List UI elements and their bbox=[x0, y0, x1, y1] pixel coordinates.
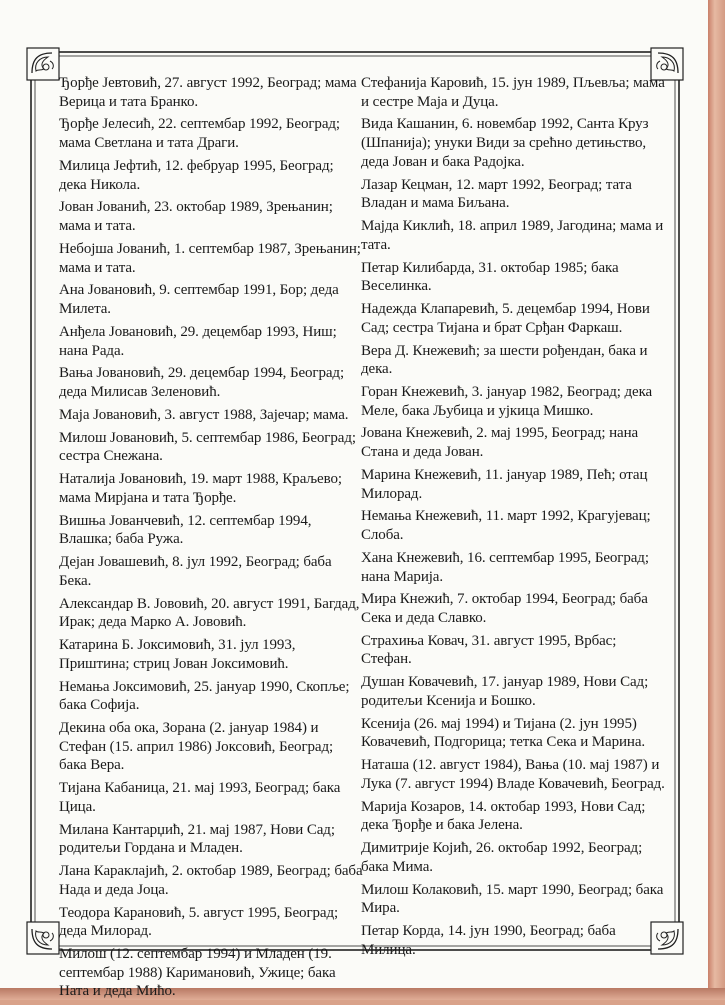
dedication-entry: Петар Корда, 14. јун 1990, Београд; баба Милица. bbox=[361, 923, 616, 958]
page-edge bbox=[708, 0, 725, 1000]
dedication-entry: Лана Караклајић, 2. октобар 1989, Београд; баба Нада и деда Јоца. bbox=[59, 863, 363, 898]
dedication-entry: Милана Кантарџић, 21. мај 1987, Нови Сад; родитељи Гордана и Младен. bbox=[59, 821, 335, 857]
dedication-entry: Наташа (12. август 1984), Вања (10. мај 1987) и Лука (7. август 1994) Владе Ковачевић, Београд. bbox=[361, 757, 665, 792]
dedication-entry: Милош Колаковић, 15. март 1990, Београд; бака Мира. bbox=[361, 881, 664, 917]
dedication-entry: Димитрије Којић, 26. октобар 1992, Београд; бака Мима. bbox=[361, 840, 643, 875]
dedication-entry: Небојша Јованић, 1. септембар 1987, Зрењанин; мама и тата. bbox=[59, 240, 361, 276]
dedication-entry: Ксенија (26. мај 1994) и Тијана (2. јун 1995) Ковачевић, Подгорица; тетка Сека и Марина. bbox=[361, 715, 646, 751]
dedication-entry: Горан Кнежевић, 3. јануар 1982, Београд; дека Меле, бака Љубица и ујкица Мишко. bbox=[361, 383, 653, 419]
dedication-entry: Декина оба ока, Зорана (2. јануар 1984) и Стефан (15. април 1986) Јоксовић, Београд; бака Вера. bbox=[59, 720, 334, 774]
dedication-entry: Александар В. Јововић, 20. август 1991, Багдад, Ирак; деда Марко А. Јововић. bbox=[59, 595, 360, 631]
dedication-entry: Вера Д. Кнежевић; за шести рођендан, бака и дека. bbox=[361, 342, 648, 378]
left-column bbox=[59, 74, 364, 1005]
dedication-entry: Ђорђе Јелесић, 22. септембар 1992, Београд; мама Светлана и тата Драги. bbox=[59, 116, 340, 152]
dedication-entry: Хана Кнежевић, 16. септембар 1995, Београд; нана Марија. bbox=[361, 549, 649, 585]
dedication-entry: Мира Кнежић, 7. октобар 1994, Београд; баба Сека и деда Славко. bbox=[361, 591, 648, 626]
dedication-entry: Маја Јовановић, 3. август 1988, Зајечар; мама. bbox=[59, 406, 349, 423]
dedication-entry: Немања Кнежевић, 11. март 1992, Крагујевац; Слоба. bbox=[361, 508, 651, 544]
dedication-entry: Ана Јовановић, 9. септембар 1991, Бор; деда Милета. bbox=[59, 282, 339, 318]
dedication-entry: Милош (12. септембар 1994) и Младен (19. септембар 1988) Каримановић, Ужице; бака Ната и деда Мићо. bbox=[59, 946, 336, 1000]
dedication-entry: Анђела Јовановић, 29. децембар 1993, Ниш; нана Рада. bbox=[59, 323, 337, 359]
dedication-entry: Тијана Кабаница, 21. мај 1993, Београд; бака Цица. bbox=[59, 780, 341, 815]
dedication-entry: Марија Козаров, 14. октобар 1993, Нови Сад; дека Ђорђе и бака Јелена. bbox=[361, 798, 646, 834]
dedication-entry: Катарина Б. Јоксимовић, 31. јул 1993, Приштина; стриц Јован Јоксимовић. bbox=[59, 637, 296, 672]
dedication-entry: Вишња Јованчевић, 12. септембар 1994, Влашка; баба Ружа. bbox=[59, 512, 312, 548]
dedication-entry: Теодора Карановић, 5. август 1995, Београд; деда Милорад. bbox=[59, 904, 339, 940]
dedication-entry: Ђорђе Јевтовић, 27. август 1992, Београд; мама Верица и тата Бранко. bbox=[59, 75, 357, 110]
dedication-entry: Јована Кнежевић, 2. мај 1995, Београд; нана Стана и деда Јован. bbox=[361, 425, 639, 461]
dedication-entry: Душан Ковачевић, 17. јануар 1989, Нови Сад; родитељи Ксенија и Бошко. bbox=[361, 674, 649, 709]
dedication-entry: Дејан Јовашевић, 8. јул 1992, Београд; баба Бека. bbox=[59, 554, 332, 589]
corner-ornament-icon bbox=[26, 921, 60, 955]
dedication-entry: Милош Јовановић, 5. септембар 1986, Београд; сестра Снежана. bbox=[59, 429, 356, 465]
corner-ornament-icon bbox=[26, 47, 60, 81]
dedication-entry: Надежда Клапаревић, 5. децембар 1994, Нови Сад; сестра Тијана и брат Срђан Фаркаш. bbox=[361, 301, 650, 336]
dedication-entry: Вида Кашанин, 6. новембар 1992, Санта Круз (Шпанија); унуки Види за срећно детињство, деда Јован и бака Радојка. bbox=[361, 116, 649, 170]
dedication-entry: Немања Јоксимовић, 25. јануар 1990, Скопље; бака Софија. bbox=[59, 678, 350, 714]
dedication-entry: Мајда Киклић, 18. април 1989, Јагодина; мама и тата. bbox=[361, 218, 664, 253]
right-column bbox=[361, 74, 666, 964]
dedication-entry: Јован Јованић, 23. октобар 1989, Зрењанин; мама и тата. bbox=[59, 199, 333, 235]
dedication-entry: Вања Јовановић, 29. децембар 1994, Београд; деда Милисав Зеленовић. bbox=[59, 365, 345, 400]
dedication-entry: Наталија Јовановић, 19. март 1988, Краљево; мама Мирјана и тата Ђорђе. bbox=[59, 471, 342, 506]
dedication-entry: Страхиња Ковач, 31. август 1995, Врбас; Стефан. bbox=[361, 632, 617, 668]
dedication-entry: Марина Кнежевић, 11. јануар 1989, Пећ; отац Милорад. bbox=[361, 466, 648, 502]
dedication-entry: Лазар Кецман, 12. март 1992, Београд; тата Владан и мама Биљана. bbox=[361, 176, 632, 212]
dedication-entry: Петар Килибарда, 31. октобар 1985; бака Веселинка. bbox=[361, 259, 619, 295]
dedication-entry: Стефанија Каровић, 15. јун 1989, Пљевља; мама и сестре Маја и Дуца. bbox=[361, 75, 665, 110]
dedication-entry: Милица Јефтић, 12. фебруар 1995, Београд; дека Никола. bbox=[59, 157, 334, 193]
